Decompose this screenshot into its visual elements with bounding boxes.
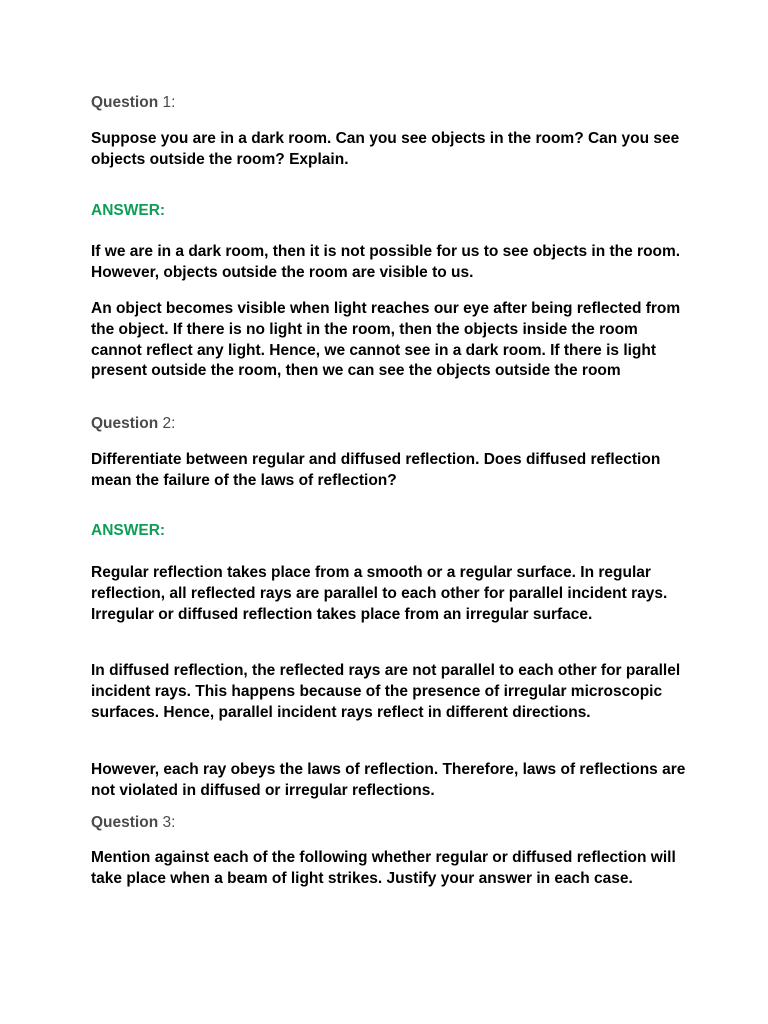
question-1-answer-paragraph-2: An object becomes visible when light reaches our eye after being reflected from the object. If there is no light in the room, then the objects inside the room cannot reflect any light. Hence, we cannot see in a dark room. If there is light present outside the room, then we can see the objects outside the room bbox=[91, 300, 681, 380]
question-1-answer-label: ANSWER: bbox=[91, 202, 166, 219]
question-2-answer-label: ANSWER: bbox=[91, 522, 166, 539]
question-2-text: Differentiate between regular and diffused reflection. Does diffused reflection mean the failure of the laws of reflection? bbox=[91, 451, 661, 489]
question-2-answer-paragraph-1: Regular reflection takes place from a smooth or a regular surface. In regular reflection, all reflected rays are parallel to each other for parallel incident rays. Irregular or diffused reflection takes place from an irregular surface. bbox=[91, 564, 668, 623]
question-2-label-word: Question bbox=[91, 415, 163, 432]
question-3-label bbox=[91, 813, 691, 834]
question-1-label bbox=[91, 93, 691, 114]
question-1-answer-paragraph-1: If we are in a dark room, then it is not possible for us to see objects in the room. However, objects outside the room are visible to us. bbox=[91, 243, 681, 281]
question-3-label-word: Question bbox=[91, 814, 163, 831]
question-1-label-word: Question bbox=[91, 94, 163, 111]
question-3-label-number: 3: bbox=[162, 814, 176, 831]
question-1-label-number: 1: bbox=[162, 94, 176, 111]
question-2-answer-paragraph-3: However, each ray obeys the laws of reflection. Therefore, laws of reflections are not violated in diffused or irregular reflections. bbox=[91, 761, 686, 799]
question-1-text: Suppose you are in a dark room. Can you see objects in the room? Can you see objects outside the room? Explain. bbox=[91, 130, 680, 168]
question-3-text: Mention against each of the following whether regular or diffused reflection will take place when a beam of light strikes. Justify your answer in each case. bbox=[91, 849, 676, 887]
question-2-label bbox=[91, 414, 691, 435]
question-2-answer-paragraph-2: In diffused reflection, the reflected rays are not parallel to each other for parallel incident rays. This happens because of the presence of irregular microscopic surfaces. Hence, parallel incident rays reflect in different directions. bbox=[91, 662, 681, 721]
question-2-label-number: 2: bbox=[162, 415, 176, 432]
